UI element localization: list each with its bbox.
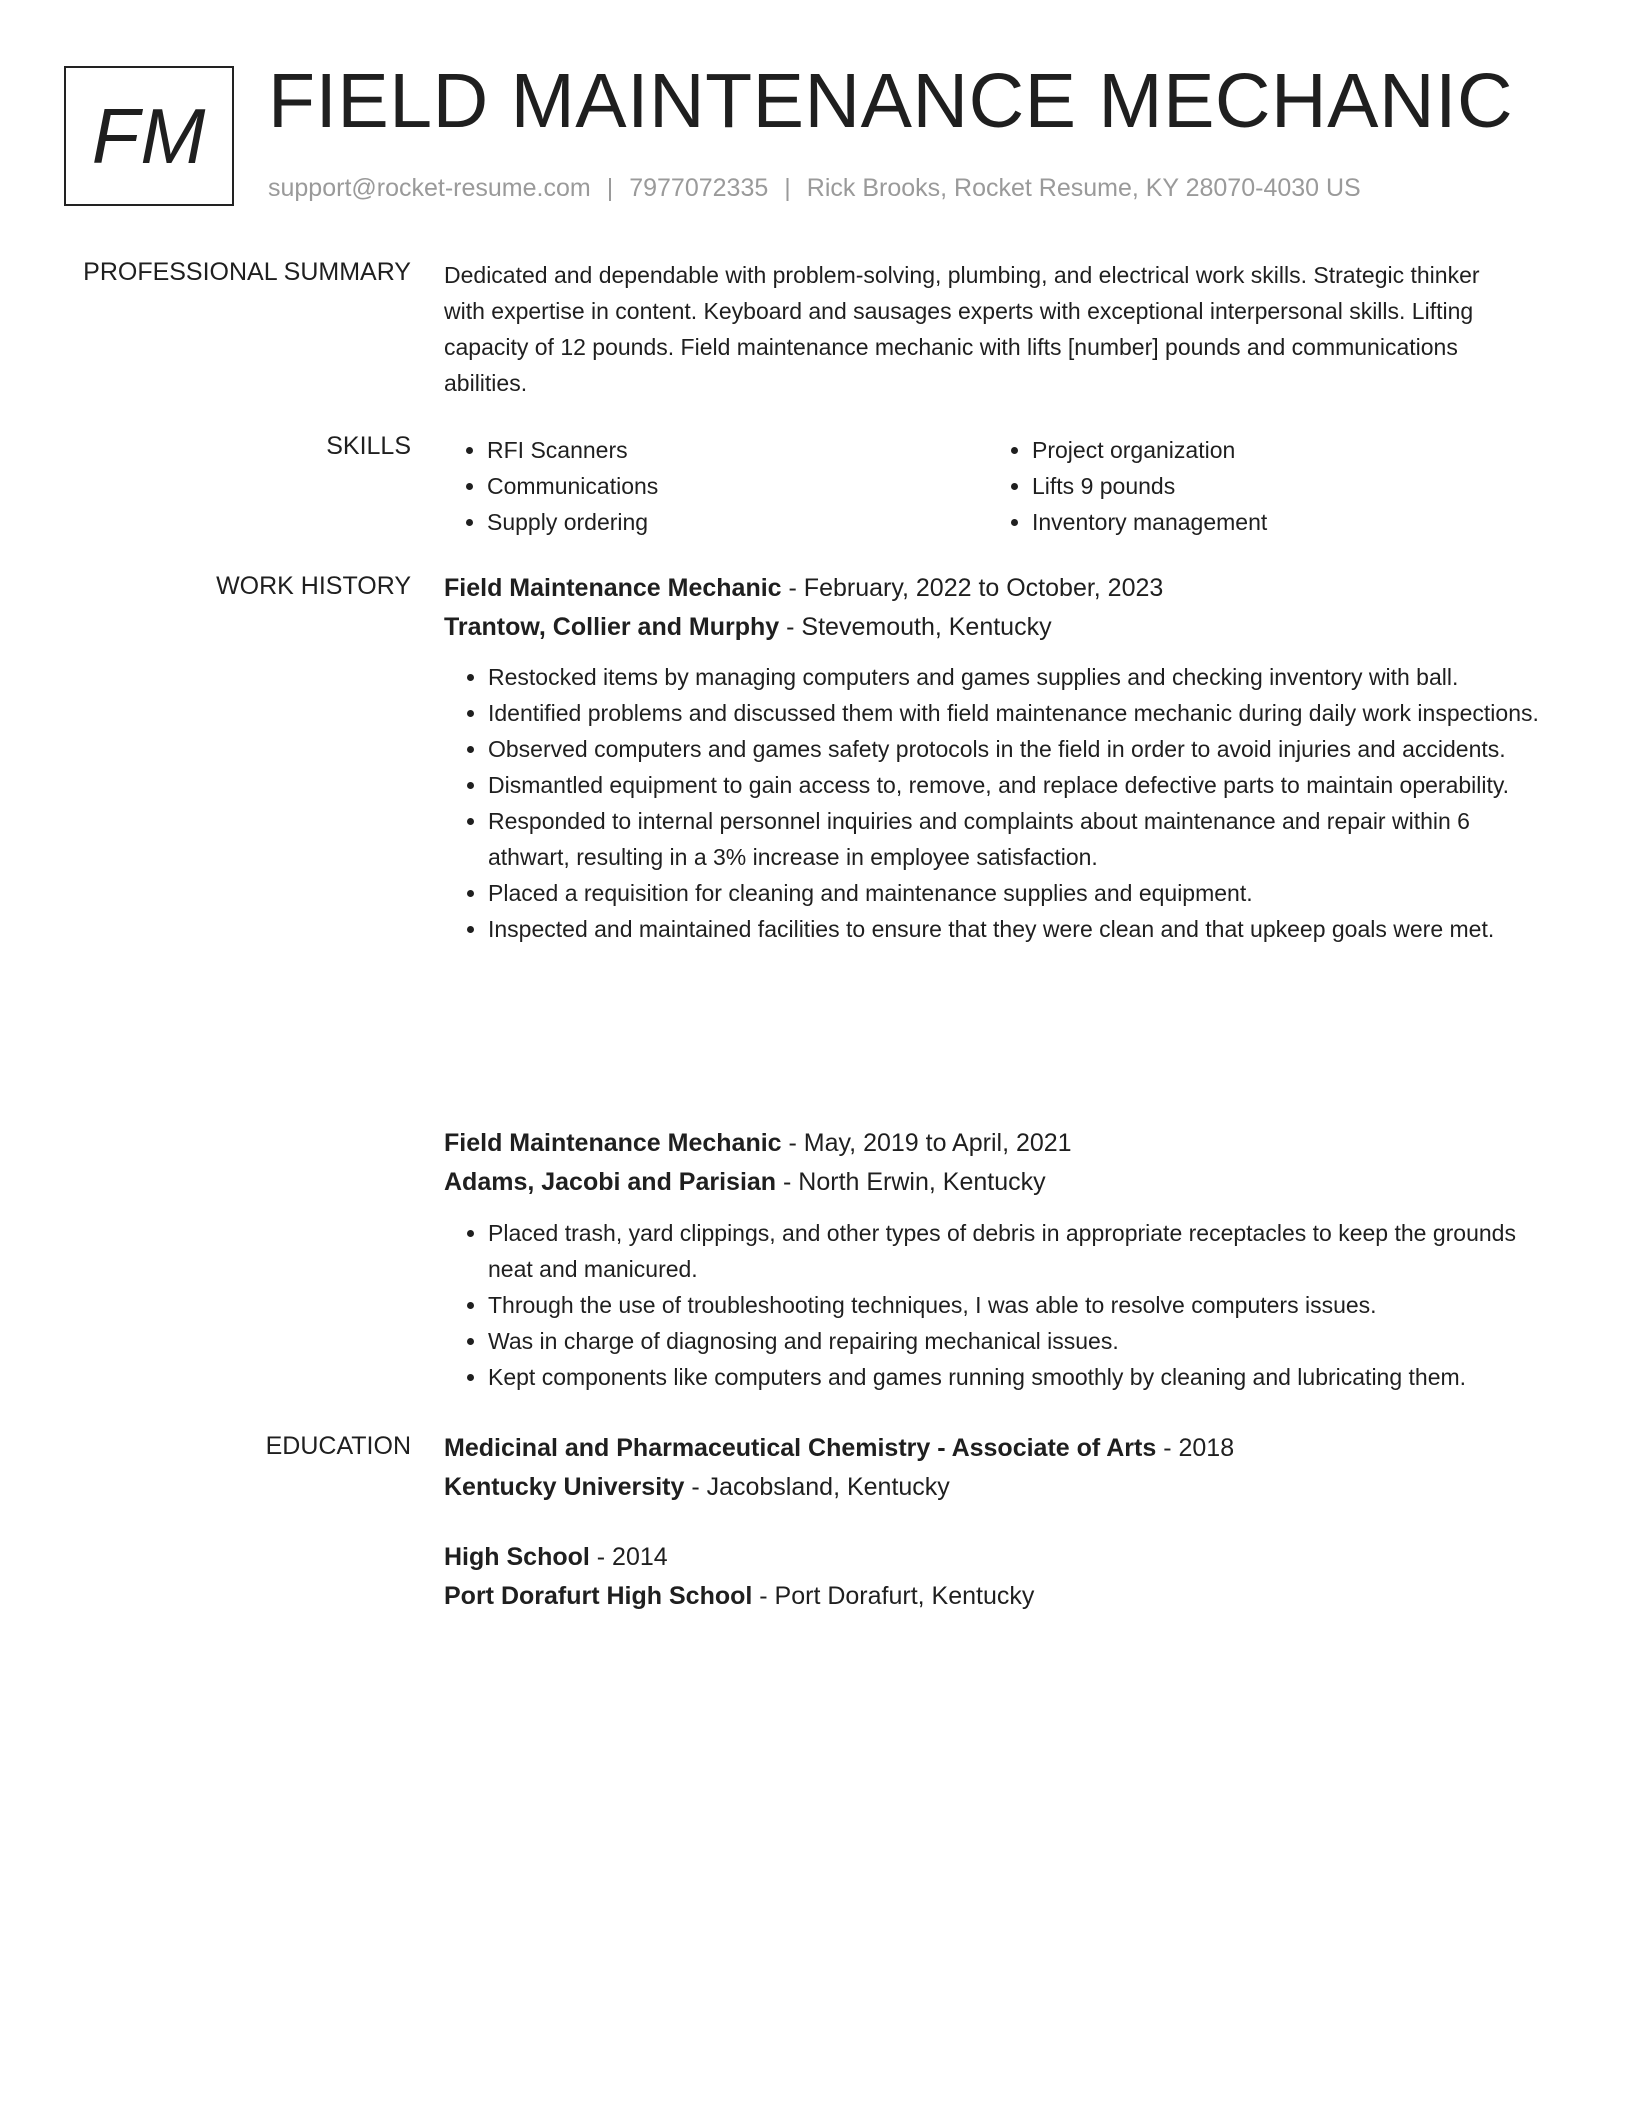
education-location: - Jacobsland, Kentucky <box>684 1473 950 1501</box>
section-label-summary: PROFESSIONAL SUMMARY <box>83 258 411 286</box>
job-bullet: • Placed a requisition for cleaning and maintenance supplies and equipment. <box>488 875 1544 911</box>
skill-item: • Lifts 9 pounds <box>1032 468 1488 504</box>
job-bullets <box>444 1215 1544 1395</box>
job-company: Trantow, Collier and Murphy <box>444 613 780 641</box>
education-year: - 2014 <box>589 1543 668 1571</box>
monogram-initials: FM <box>64 66 234 206</box>
summary-text: Dedicated and dependable with problem-solving, plumbing, and electrical work skills. Strategic thinker with expertise in content. Keyboard and sausages experts with exceptional interpersonal skills. Lifting capacity of 12 pounds. Field maintenance mechanic with lifts [number] pounds and communications abilities. <box>444 262 1480 396</box>
skill-item: • Inventory management <box>1032 504 1488 540</box>
job-bullet: • Responded to internal personnel inquiries and complaints about maintenance and repair within 6 athwart, resulting in a 3% increase in employee satisfaction. <box>488 803 1544 875</box>
skill-item: • Project organization <box>1032 432 1488 468</box>
job-title: Field Maintenance Mechanic <box>444 574 782 602</box>
job-bullet: • Inspected and maintained facilities to ensure that they were clean and that upkeep goals were met. <box>488 911 1544 947</box>
skill-item: • RFI Scanners <box>487 432 943 468</box>
job-bullet: • Restocked items by managing computers and games supplies and checking inventory with ball. <box>488 659 1544 695</box>
job-company-line <box>444 608 1544 647</box>
section-label-skills: SKILLS <box>326 432 411 460</box>
job-location: - North Erwin, Kentucky <box>776 1168 1046 1196</box>
education-school-line <box>444 1468 1544 1507</box>
education-degree: Medicinal and Pharmaceutical Chemistry - Associate of Arts <box>444 1434 1157 1462</box>
contact-address: Rick Brooks, Rocket Resume, KY 28070-4030 US <box>806 174 1361 202</box>
section-label-work-history: WORK HISTORY <box>216 572 411 600</box>
education-entry <box>444 1429 1544 1507</box>
job-location: - Stevemouth, Kentucky <box>779 613 1052 641</box>
job-bullet: • Dismantled equipment to gain access to, remove, and replace defective parts to maintain operability. <box>488 767 1544 803</box>
job-dates: - February, 2022 to October, 2023 <box>781 574 1164 602</box>
job-bullet: • Observed computers and games safety protocols in the field in order to avoid injuries and accidents. <box>488 731 1544 767</box>
education-school-line <box>444 1577 1544 1616</box>
contact-separator: | <box>606 174 614 202</box>
education-school: Port Dorafurt High School <box>444 1582 753 1610</box>
job-company-line <box>444 1163 1544 1202</box>
job-bullet: • Was in charge of diagnosing and repairing mechanical issues. <box>488 1323 1544 1359</box>
education-degree-line <box>444 1538 1544 1577</box>
job-bullet: • Placed trash, yard clippings, and other types of debris in appropriate receptacles to keep the grounds neat and manicured. <box>488 1215 1544 1287</box>
education-degree: High School <box>444 1543 590 1571</box>
contact-separator: | <box>784 174 791 202</box>
job-title-line <box>444 1124 1544 1163</box>
section-label-education: EDUCATION <box>265 1432 411 1460</box>
contact-email[interactable]: support@rocket-resume.com <box>268 174 591 202</box>
job-bullet: • Through the use of troubleshooting techniques, I was able to resolve computers issues. <box>488 1287 1544 1323</box>
education-degree-line <box>444 1429 1544 1468</box>
skills-list-right <box>988 432 1488 540</box>
contact-line <box>268 174 1361 203</box>
education-year: - 2018 <box>1156 1434 1235 1462</box>
education-location: - Port Dorafurt, Kentucky <box>752 1582 1035 1610</box>
education-entry <box>444 1538 1544 1616</box>
job-dates: - May, 2019 to April, 2021 <box>781 1129 1072 1157</box>
job-title: Field Maintenance Mechanic <box>444 1129 782 1157</box>
resume-title: FIELD MAINTENANCE MECHANIC <box>268 58 1514 144</box>
education-school: Kentucky University <box>444 1473 685 1501</box>
skill-item: • Communications <box>487 468 943 504</box>
job-bullet: • Identified problems and discussed them with field maintenance mechanic during daily work inspections. <box>488 695 1544 731</box>
job-company: Adams, Jacobi and Parisian <box>444 1168 777 1196</box>
resume-header <box>0 0 1632 230</box>
skill-item: • Supply ordering <box>487 504 943 540</box>
job-entry <box>444 569 1544 947</box>
job-entry <box>444 1124 1544 1395</box>
contact-phone[interactable]: 7977072335 <box>629 174 769 202</box>
job-bullets <box>444 659 1544 947</box>
skills-list-left <box>443 432 943 540</box>
job-bullet: • Kept components like computers and games running smoothly by cleaning and lubricating them. <box>488 1359 1544 1395</box>
job-title-line <box>444 569 1544 608</box>
